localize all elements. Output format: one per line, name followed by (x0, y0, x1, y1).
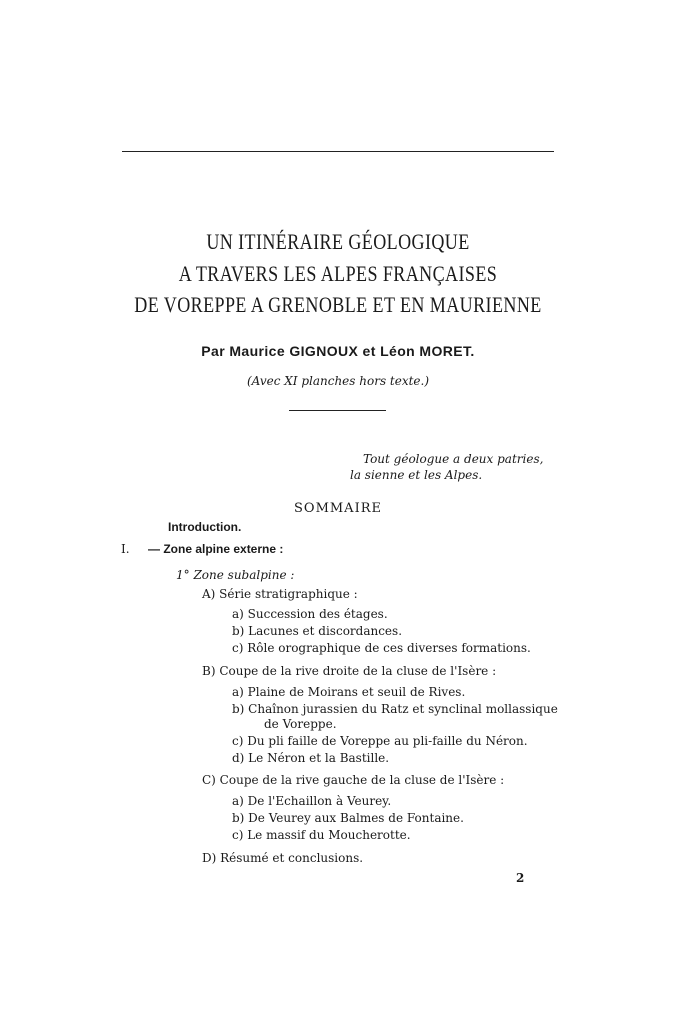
toc-item: c) Le massif du Moucherotte. (232, 828, 411, 842)
epigraph-line-2: la sienne et les Alpes. (350, 468, 483, 482)
toc-zone-1: 1° Zone subalpine : (176, 568, 295, 582)
toc-section-B: B) Coupe de la rive droite de la cluse de l'Isère : (202, 664, 497, 678)
toc-item: b) Chaînon jurassien du Ratz et synclinal mollassique (232, 702, 558, 716)
toc-item: a) Succession des étages. (232, 607, 388, 621)
toc-item: b) Lacunes et discordances. (232, 624, 403, 638)
toc-section-D: D) Résumé et conclusions. (202, 851, 364, 865)
toc-section-C: C) Coupe de la rive gauche de la cluse de l'Isère : (202, 773, 505, 787)
toc-item: a) Plaine de Moirans et seuil de Rives. (232, 685, 466, 699)
planches-note: (Avec XI planches hors texte.) (246, 374, 430, 388)
toc-item: b) De Veurey aux Balmes de Fontaine. (232, 811, 464, 825)
title-line-3: DE VOREPPE A GRENOBLE ET EN MAURIENNE (134, 292, 542, 317)
toc-item: d) Le Néron et la Bastille. (232, 751, 390, 765)
title-line-2: A TRAVERS LES ALPES FRANÇAISES (178, 261, 498, 286)
toc-part-I-label: — Zone alpine externe : (148, 542, 284, 556)
toc-item: a) De l'Echaillon à Veurey. (232, 794, 392, 808)
title-line-1: UN ITINÉRAIRE GÉOLOGIQUE (206, 229, 470, 254)
toc-part-I-number: I. (121, 542, 130, 556)
toc-introduction: Introduction. (168, 520, 242, 534)
toc-item: c) Rôle orographique de ces diverses formations. (232, 641, 531, 655)
epigraph-line-1: Tout géologue a deux patries, (363, 452, 544, 466)
authors: Par Maurice GIGNOUX et Léon MORET. (201, 343, 475, 359)
toc-item-continuation: de Voreppe. (264, 717, 337, 731)
middle-rule (289, 410, 386, 411)
sommaire-heading: SOMMAIRE (294, 501, 382, 516)
page-number: 2 (516, 871, 525, 885)
top-rule (122, 151, 554, 152)
toc-section-A: A) Série stratigraphique : (202, 587, 358, 601)
toc-item: c) Du pli faille de Voreppe au pli-faille du Néron. (232, 734, 528, 748)
